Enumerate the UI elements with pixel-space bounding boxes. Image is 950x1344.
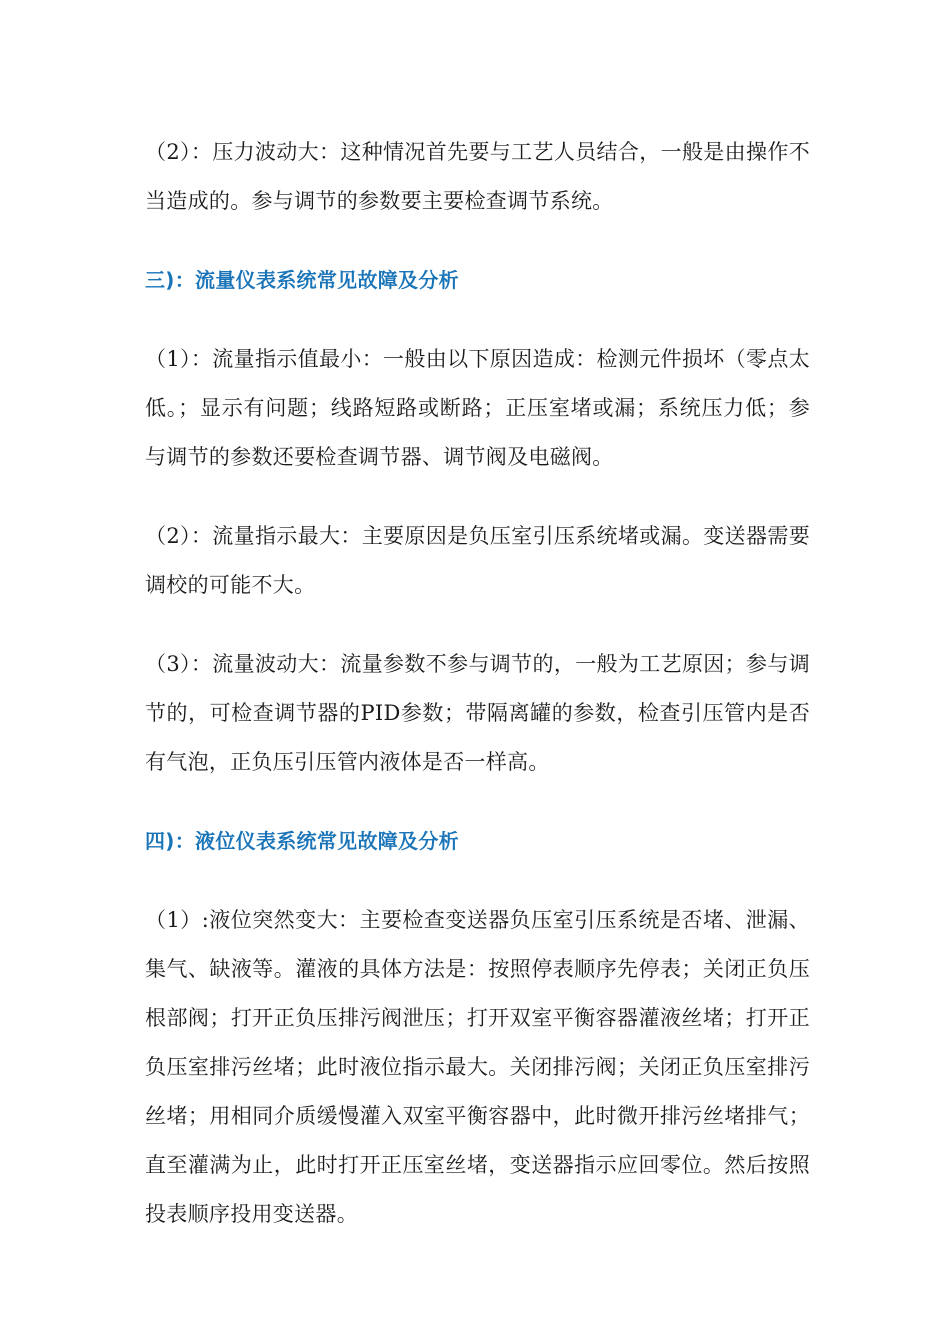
paragraph-flow-fluctuation: （3）：流量波动大：流量参数不参与调节的，一般为工艺原因；参与调节的，可检查调节器的PID参数；带隔离罐的参数，检查引压管内是否有气泡，正负压引压管内液体是否一样高。: [145, 652, 810, 774]
paragraph-level-sudden-increase: （1）:液位突然变大：主要检查变送器负压室引压系统是否堵、泄漏、集气、缺液等。灌液的具体方法是：按照停表顺序先停表；关闭正负压根部阀；打开正负压排污阀泄压；打开双室平衡容器灌液丝堵；打开正负压室排污丝堵；此时液位指示最大。关闭排污阀；关闭正负压室排污丝堵；用相同介质缓慢灌入双室平衡容器中，此时微开排污丝堵排气；直至灌满为止，此时打开正压室丝堵，变送器指示应回零位。然后按照投表顺序投用变送器。: [145, 908, 810, 1226]
paragraph-pressure-fluctuation: （2）：压力波动大：这种情况首先要与工艺人员结合，一般是由操作不当造成的。参与调节的参数要主要检查调节系统。: [145, 140, 810, 213]
paragraph-flow-max: （2）：流量指示最大：主要原因是负压室引压系统堵或漏。变送器需要调校的可能不大。: [145, 524, 810, 597]
paragraph-flow-min: （1）：流量指示值最小：一般由以下原因造成：检测元件损坏（零点太低。；显示有问题；线路短路或断路；正压室堵或漏；系统压力低；参与调节的参数还要检查调节器、调节阀及电磁阀。: [145, 347, 810, 469]
heading-level-instrument-faults: 四)：液位仪表系统常见故障及分析: [145, 829, 459, 853]
heading-flow-instrument-faults: 三)：流量仪表系统常见故障及分析: [145, 268, 459, 292]
document-content: [145, 128, 810, 1269]
